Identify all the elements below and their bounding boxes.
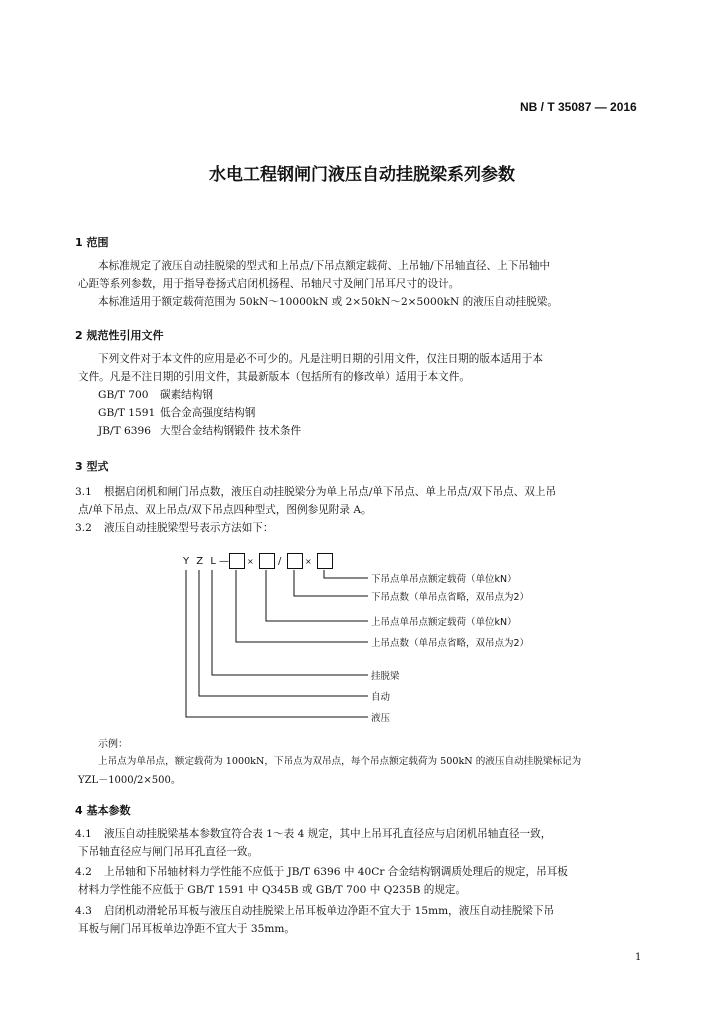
s1-line-2: 心距等系列参数，用于指导卷扬式启闭机扬程、吊轴尺寸及闸门吊耳尺寸的设计。 [78, 278, 460, 290]
times-symbol: × [305, 557, 312, 566]
ref-code: JB/T 6396 [98, 425, 151, 437]
c41-line-1: 液压自动挂脱梁基本参数宜符合表 1～表 4 规定，其中上吊耳孔直径应与启闭机吊轴直径一致， [104, 828, 552, 840]
example-line-1: 上吊点为单吊点，额定载荷为 1000kN，下吊点为双吊点，每个吊点额定载荷为 500kN 的液压自动挂脱梁标记为 [98, 756, 582, 767]
section-4-heading: 4 基本参数 [75, 804, 131, 817]
section-1-heading: 1 范围 [75, 236, 109, 249]
c43-line-2: 耳板与闸门吊耳板单边净距不宜大于 35mm。 [78, 923, 296, 935]
s2-line-1: 下列文件对于本文件的应用是必不可少的。凡是注明日期的引用文件，仅注日期的版本适用于本 [98, 353, 543, 365]
s1-line-1: 本标准规定了液压自动挂脱梁的型式和上吊点/下吊点额定载荷、上吊轴/下吊轴直径、上下吊轴中 [98, 260, 551, 272]
slash-symbol: / [278, 556, 282, 567]
standard-number: NB / T 35087 — 2016 [520, 100, 637, 114]
clause-4-1-number: 4.1 [75, 828, 92, 840]
c31-line-2: 点/单下吊点、双上吊点/双下吊点四种型式，图例参见附录 A。 [78, 504, 372, 516]
label-auto: 自动 [371, 692, 391, 703]
label-lower-load: 下吊点单吊点额定载荷（单位kN） [371, 574, 517, 585]
example-label: 示例： [98, 739, 128, 750]
c42-line-2: 材料力学性能不应低于 GB/T 1591 中 Q345B 或 GB/T 700 中 Q235B 的规定。 [78, 884, 467, 896]
label-lower-count: 下吊点数（单吊点省略，双吊点为2） [371, 592, 530, 603]
times-symbol: × [247, 557, 254, 566]
clause-4-3-number: 4.3 [75, 905, 92, 917]
c42-line-1: 上吊轴和下吊轴材料力学性能不应低于 JB/T 6396 中 40Cr 合金结构钢调质处理后的规定，吊耳板 [104, 866, 568, 878]
clause-3-1-number: 3.1 [75, 486, 92, 498]
page-title: 水电工程钢闸门液压自动挂脱梁系列参数 [209, 165, 515, 185]
ref-code: GB/T 700 [98, 389, 149, 401]
ref-name: 低合金高强度结构钢 [160, 407, 256, 419]
s1-line-3: 本标准适用于额定载荷范围为 50kN～10000kN 或 2×50kN～2×5000kN 的液压自动挂脱梁。 [98, 296, 558, 308]
c31-line-1: 根据启闭机和闸门吊点数，液压自动挂脱梁分为单上吊点/单下吊点、单上吊点/双下吊点、双上吊 [104, 486, 557, 498]
model-prefix: Y Z L [183, 556, 218, 567]
label-upper-load: 上吊点单吊点额定载荷（单位kN） [371, 617, 517, 628]
label-upper-count: 上吊点数（单吊点省略，双吊点为2） [371, 638, 530, 649]
label-beam: 挂脱梁 [371, 671, 400, 682]
ref-name: 大型合金结构钢锻件 技术条件 [160, 425, 302, 437]
dash-symbol: — [219, 556, 229, 567]
ref-name: 碳素结构钢 [160, 389, 213, 401]
section-3-heading: 3 型式 [75, 460, 109, 473]
c41-line-2: 下吊轴直径应与闸门吊耳孔直径一致。 [78, 846, 259, 858]
s2-line-2: 文件。凡是不注日期的引用文件，其最新版本（包括所有的修改单）适用于本文件。 [78, 371, 470, 383]
c43-line-1: 启闭机动滑轮吊耳板与液压自动挂脱梁上吊耳板单边净距不宜大于 15mm，液压自动挂脱梁下吊 [104, 905, 555, 917]
clause-4-2-number: 4.2 [75, 866, 92, 878]
label-hydraulic: 液压 [371, 713, 391, 724]
example-line-2: YZL－1000/2×500。 [78, 775, 181, 786]
section-2-heading: 2 规范性引用文件 [75, 329, 164, 342]
clause-3-2-number: 3.2 [75, 522, 92, 534]
page-number: 1 [635, 952, 642, 963]
c32-text: 液压自动挂脱梁型号表示方法如下： [104, 522, 274, 534]
ref-code: GB/T 1591 [98, 407, 156, 419]
